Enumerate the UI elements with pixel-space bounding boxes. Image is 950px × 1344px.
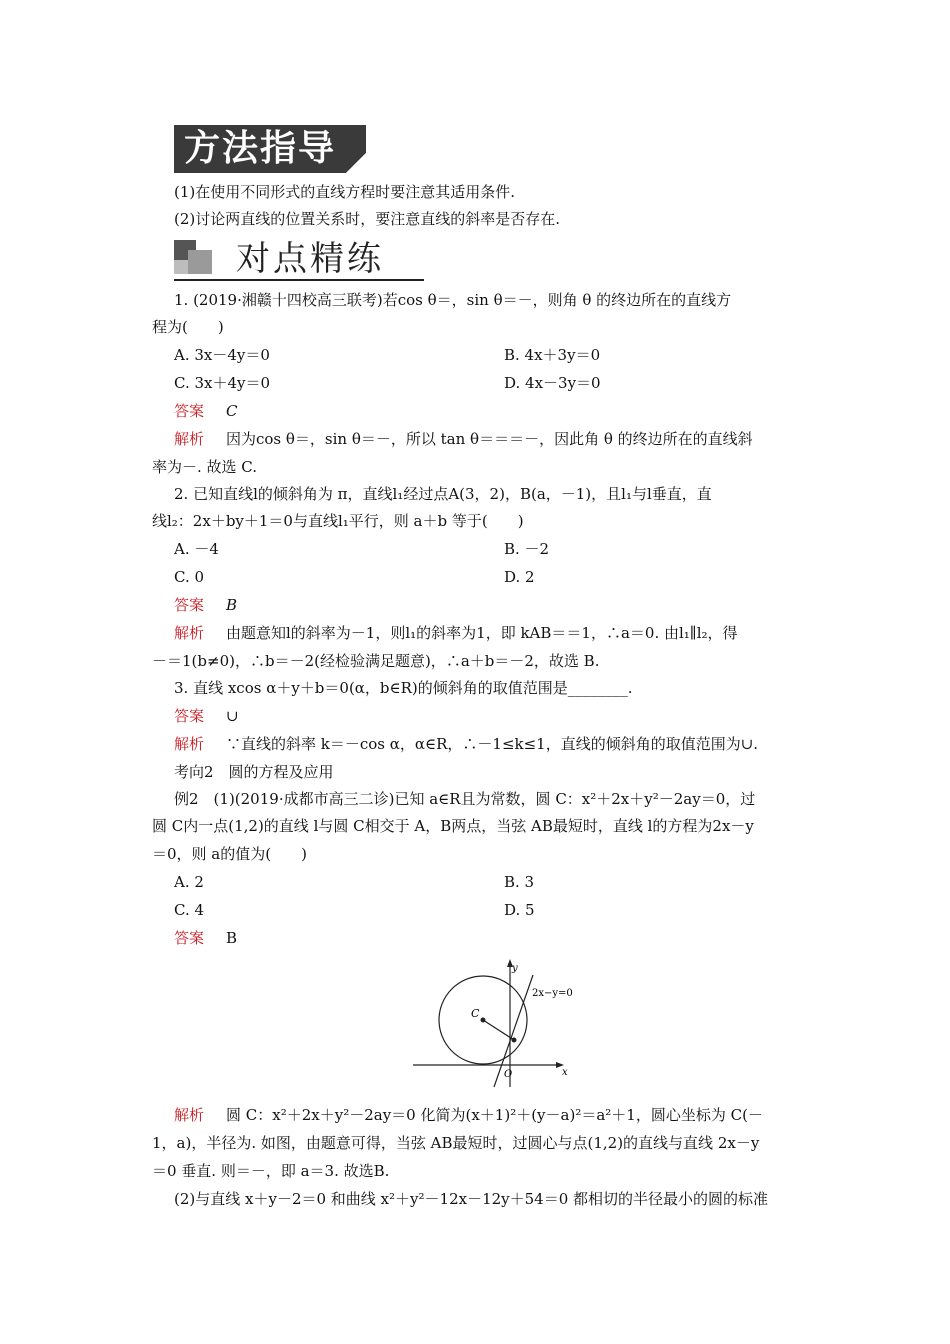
q2-option-d: D. 2 [504,568,535,586]
q2-analysis-label: 解析 [174,624,205,642]
q2-analysis-line2: －＝1(b≠0)，∴b＝－2(经检验满足题意)，∴a＋b＝－2，故选 B. [152,652,600,670]
ex2-part2-stem: (2)与直线 x＋y－2＝0 和曲线 x²＋y²－12x－12y＋54＝0 都相切的半径最小的圆的标准 [174,1190,769,1208]
origin-label: O [504,1069,513,1080]
topic-heading: 考向2 圆的方程及应用 [174,763,334,781]
q2-answer: B [226,596,238,614]
q2-option-a: A. －4 [174,540,219,558]
chord-point [512,1038,517,1043]
ex2-stem-line1: 例2 (1)(2019·成都市高三二诊)已知 a∈R且为常数，圆 C：x²＋2x＋y²－2ay＝0，过 [174,790,756,808]
radius-segment [483,1020,514,1040]
section-underline [174,279,424,281]
ex2-analysis-line2: 1，a)，半径为. 如图，由题意可得，当弦 AB最短时，过圆心与点(1,2)的直线与直线 2x－y [152,1134,760,1152]
section-squares-icon [174,240,218,280]
q2-analysis-line1: 由题意知l的斜率为－1，则l₁的斜率为1，即 kAB＝＝1，∴a＝0. 由l₁∥l₂，得 [226,624,738,642]
center-label: C [471,1007,480,1020]
ex2-option-a: A. 2 [174,873,204,891]
q3-analysis-line1: ∵直线的斜率 k＝－cos α，α∈R，∴－1≤k≤1，直线的倾斜角的取值范围为∪. [226,735,759,753]
q1-analysis-line1: 因为cos θ＝，sin θ＝－，所以 tan θ＝＝＝－，因此角 θ 的终边所在的直线斜 [226,430,753,448]
q2-option-c: C. 0 [174,568,205,586]
q2-option-b: B. －2 [504,540,550,558]
q1-stem-line2: 程为( ) [152,318,224,336]
q3-analysis-label: 解析 [174,735,205,753]
q3-answer-label: 答案 [174,707,205,725]
circle-diagram [408,955,578,1090]
q1-option-c: C. 3x＋4y＝0 [174,374,271,392]
banner-title: 方法指导 [184,128,337,169]
q3-stem: 3. 直线 xcos α＋y＋b＝0(α，b∈R)的倾斜角的取值范围是________. [174,679,633,697]
method-point-2: (2)讨论两直线的位置关系时，要注意直线的斜率是否存在. [174,210,561,228]
q1-option-a: A. 3x－4y＝0 [174,346,270,364]
q1-answer-label: 答案 [174,402,205,420]
method-point-1: (1)在使用不同形式的直线方程时要注意其适用条件. [174,183,516,201]
section-title: 对点精练 [236,239,384,279]
q1-analysis-label: 解析 [174,430,205,448]
q2-stem-line2: 线l₂：2x＋by＋1＝0与直线l₁平行，则 a＋b 等于( ) [152,512,524,530]
ex2-option-c: C. 4 [174,901,205,919]
q2-answer-label: 答案 [174,596,205,614]
ex2-stem-line3: ＝0，则 a的值为( ) [152,845,307,863]
x-axis-label: x [562,1067,568,1078]
ex2-option-d: D. 5 [504,901,535,919]
center-point [481,1018,486,1023]
ex2-option-b: B. 3 [504,873,535,891]
circle-figure [408,955,578,1090]
ex2-answer-label: 答案 [174,929,205,947]
ex2-answer: B [226,929,238,947]
ex2-analysis-label: 解析 [174,1106,205,1124]
q1-option-b: B. 4x＋3y＝0 [504,346,601,364]
y-axis-label: y [512,963,518,974]
ex2-analysis-line3: ＝0 垂直. 则＝－，即 a＝3. 故选B. [152,1162,390,1180]
q2-stem-line1: 2. 已知直线l的倾斜角为 π，直线l₁经过点A(3，2)，B(a，－1)，且l₁与l垂直，直 [174,485,712,503]
method-guide-banner [174,125,366,173]
ex2-stem-line2: 圆 C内一点(1,2)的直线 l与圆 C相交于 A，B两点，当弦 AB最短时，直线 l的方程为2x－y [152,817,754,835]
ex2-analysis-line1: 圆 C：x²＋2x＋y²－2ay＝0 化简为(x＋1)²＋(y－a)²＝a²＋1，圆心坐标为 C(－ [226,1106,763,1124]
q3-answer: ∪ [226,707,239,725]
line-label: 2x−y=0 [532,988,573,999]
practice-section-header [174,238,424,282]
q1-stem-line1: 1. (2019·湘赣十四校高三联考)若cos θ＝，sin θ＝－，则角 θ 的终边所在的直线方 [174,291,732,309]
q1-option-d: D. 4x－3y＝0 [504,374,601,392]
q1-analysis-line2: 率为－. 故选 C. [152,458,258,476]
q1-answer: C [226,402,238,420]
